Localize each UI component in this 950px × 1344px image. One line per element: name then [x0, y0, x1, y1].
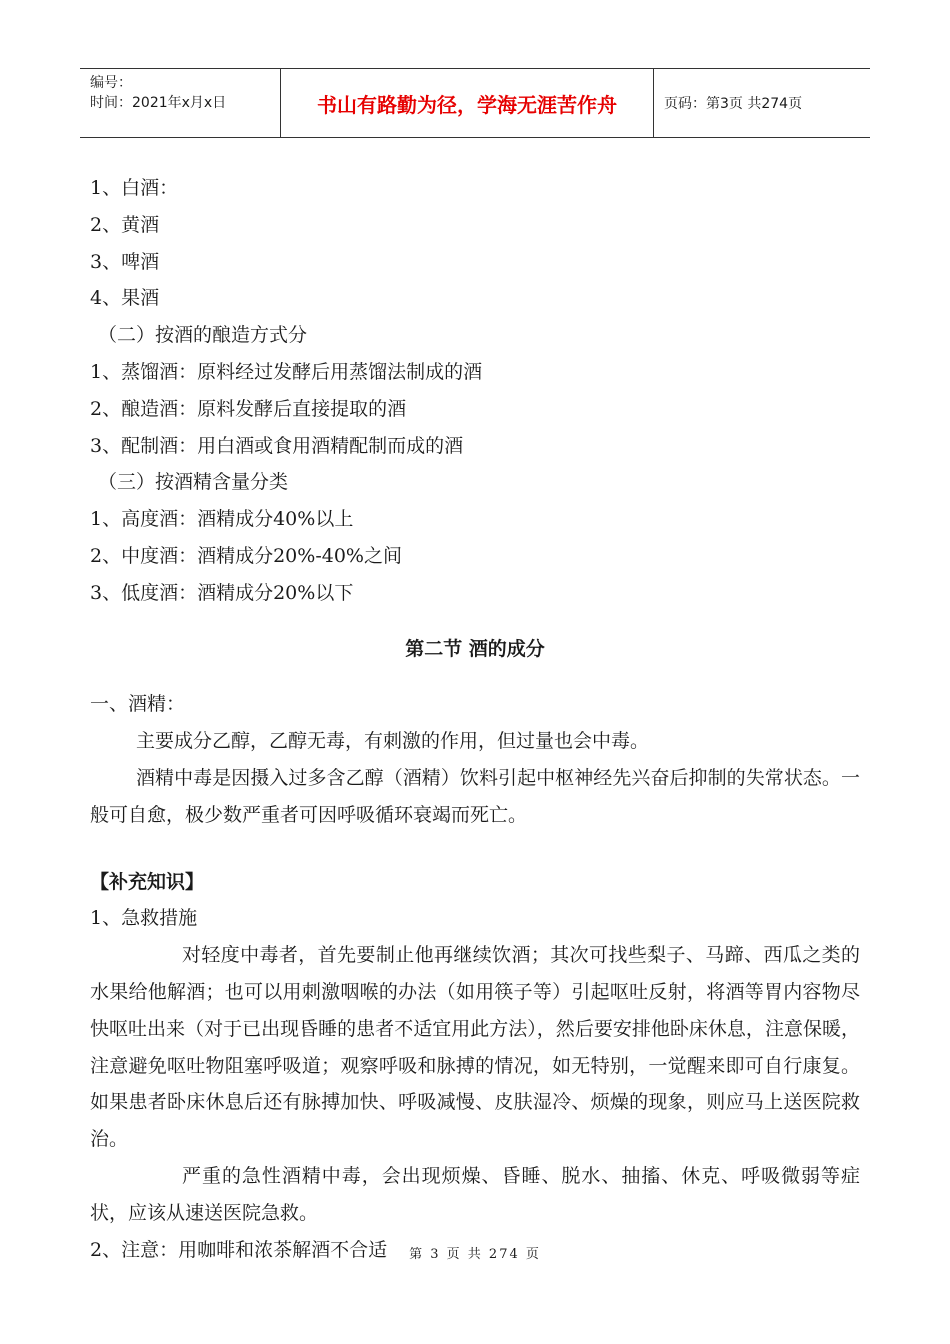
header-meta — [80, 69, 281, 137]
supplement-item: 2、注意：用咖啡和浓茶解酒不合适 — [90, 1238, 388, 1261]
alcohol-paragraph: 酒精中毒是因摄入过多含乙醇（酒精）饮料引起中枢神经先兴奋后抑制的失常状态。一般可自愈，极少数严重者可因呼吸循环衰竭而死亡。 — [90, 766, 860, 826]
list-line: 2、中度酒：酒精成分20%-40%之间 — [90, 544, 402, 567]
supplement-title: 【补充知识】 — [90, 870, 205, 893]
supplement-item: 1、急救措施 — [90, 907, 198, 930]
list-line: 3、配制酒：用白酒或食用酒精配制而成的酒 — [90, 434, 464, 457]
list-line: 3、低度酒：酒精成分20%以下 — [90, 581, 354, 604]
supplement-paragraph: 严重的急性酒精中毒，会出现烦燥、昏睡、脱水、抽搐、休克、呼吸微弱等症状，应该从速送医院急救。 — [90, 1164, 860, 1224]
section-title: 第二节 酒的成分 — [405, 637, 545, 660]
page-footer: 第 3 页 共 274 页 — [409, 1247, 541, 1262]
supplement-paragraph: 对轻度中毒者，首先要制止他再继续饮酒；其次可找些梨子、马蹄、西瓜之类的水果给他解酒；也可以用刺激咽喉的办法（如用筷子等）引起呕吐反射，将酒等胃内容物尽快呕吐出来（对于已出现昏睡的患者不适宜用此方法），然后要安排他卧床休息，注意保暖，注意避免呕吐物阻塞呼吸道；观察呼吸和脉搏的情况，如无特别，一觉醒来即可自行康复。如果患者卧床休息后还有脉搏加快、呼吸减慢、皮肤湿冷、烦燥的现象，则应马上送医院救治。 — [90, 944, 860, 1151]
list-line: 1、高度酒：酒精成分40%以上 — [90, 508, 354, 531]
alcohol-paragraph: 主要成分乙醇，乙醇无毒，有刺激的作用，但过量也会中毒。 — [136, 730, 650, 753]
list-line: 3、啤酒 — [90, 250, 160, 273]
header-page-info: 页码：第3页 共274页 — [664, 96, 803, 112]
document-number-label: 编号： — [90, 75, 132, 91]
page-header — [80, 68, 870, 138]
subsection-heading: （二）按酒的酿造方式分 — [98, 324, 308, 347]
list-line: 2、黄酒 — [90, 213, 160, 236]
header-motto: 书山有路勤为径，学海无涯苦作舟 — [281, 69, 654, 137]
subsection-heading: （三）按酒精含量分类 — [98, 471, 289, 494]
list-line: 1、蒸馏酒：原料经过发酵后用蒸馏法制成的酒 — [90, 360, 483, 383]
document-body — [90, 170, 860, 1268]
list-line: 1、白酒： — [90, 177, 179, 199]
spacer — [90, 834, 860, 864]
list-line: 2、酿造酒：原料发酵后直接提取的酒 — [90, 397, 407, 420]
document-date: 时间：2021年x月x日 — [90, 95, 227, 111]
alcohol-heading: 一、酒精： — [90, 693, 186, 716]
list-line: 4、果酒 — [90, 287, 160, 310]
